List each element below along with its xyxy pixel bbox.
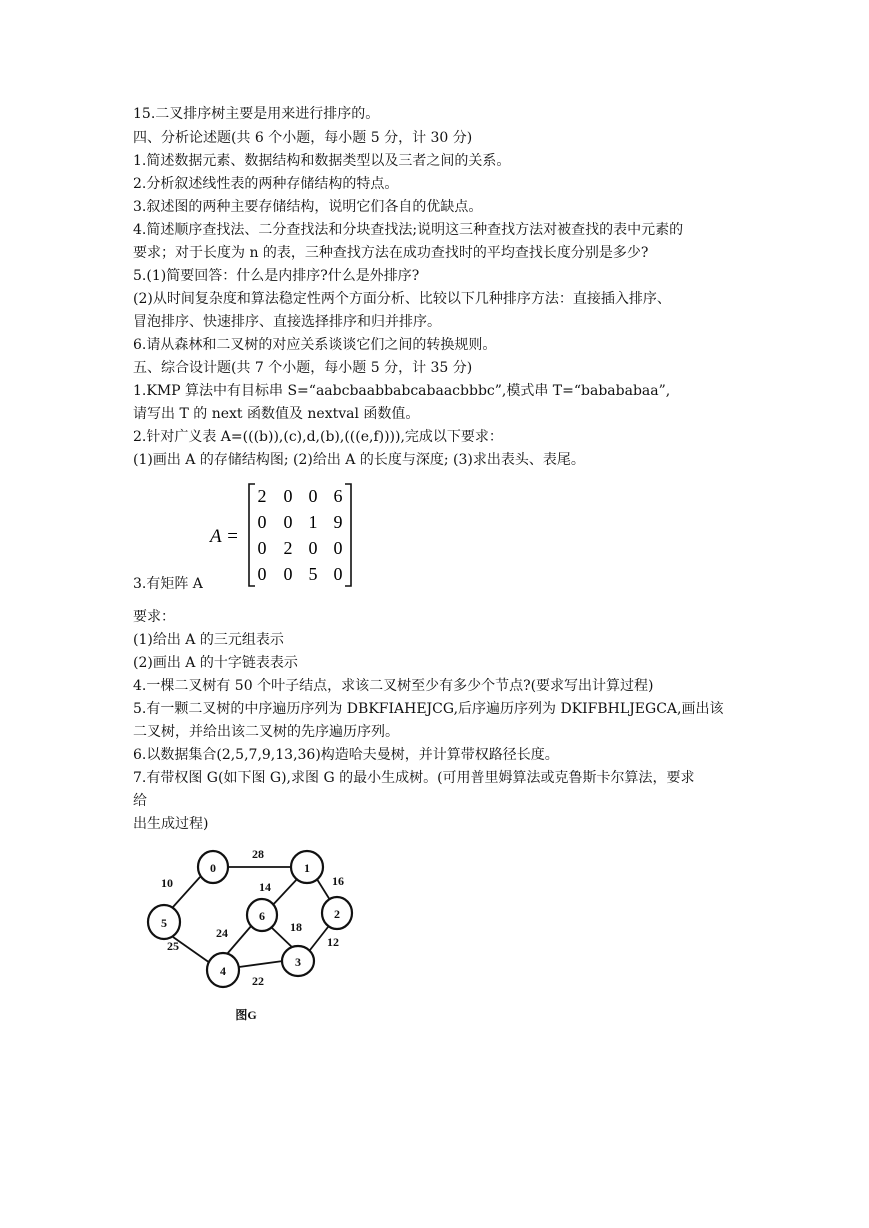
matrix-cell: 2 (283, 538, 293, 558)
text-line: 15.二叉排序树主要是用来进行排序的。 (133, 106, 380, 122)
text-line: 4.简述顺序查找法、二分查找法和分块查找法;说明这三种查找方法对被查找的表中元素的 (133, 222, 684, 238)
text-line: (1)给出 A 的三元组表示 (133, 632, 284, 648)
matrix-cell: 9 (333, 512, 343, 532)
text-line: 4.一棵二叉树有 50 个叶子结点，求该二叉树至少有多少个节点?(要求写出计算过程) (133, 678, 654, 694)
matrix-cell: 0 (333, 564, 343, 584)
matrix-cell: 0 (257, 564, 267, 584)
matrix-left-bracket (249, 484, 255, 586)
graph-caption: 图G (235, 1008, 257, 1022)
edge-weight: 14 (259, 880, 271, 894)
matrix-cell: 0 (283, 564, 293, 584)
node-label: 5 (161, 916, 167, 930)
edge-weight: 28 (252, 847, 264, 861)
edge-weight: 12 (327, 935, 339, 949)
matrix-cell: 2 (257, 486, 267, 506)
text-line: 四、分析论述题(共 6 个小题，每小题 5 分，计 30 分) (133, 130, 473, 146)
text-line: 要求： (133, 609, 175, 625)
edge-weight: 24 (216, 926, 228, 940)
matrix-cell: 6 (333, 486, 343, 506)
graph-nodes (148, 851, 352, 987)
text-line: 2.分析叙述线性表的两种存储结构的特点。 (133, 176, 399, 192)
edge-0-5 (173, 877, 200, 907)
edge-1-6 (270, 877, 299, 908)
text-line: 7.有带权图 G(如下图 G),求图 G 的最小生成树。(可用普里姆算法或克鲁斯卡尔算法，要求 (133, 770, 695, 786)
text-line: 给 (133, 793, 147, 809)
edge-weight: 18 (290, 920, 302, 934)
text-line: 冒泡排序、快速排序、直接选择排序和归并排序。 (133, 314, 441, 330)
text-line: (1)画出 A 的存储结构图; (2)给出 A 的长度与深度; (3)求出表头、表尾。 (133, 452, 585, 468)
edge-weight: 10 (161, 876, 173, 890)
matrix-cell: 0 (283, 512, 293, 532)
text-line: 五、综合设计题(共 7 个小题，每小题 5 分，计 35 分) (133, 360, 473, 376)
text-line: 5.有一颗二叉树的中序遍历序列为 DBKFIAHEJCG,后序遍历序列为 DKIFBHLJEGCA,画出该 (133, 701, 724, 717)
matrix-cell: 0 (283, 486, 293, 506)
edge-weight: 16 (332, 874, 344, 888)
matrix-right-bracket (345, 484, 351, 586)
text-line: (2)画出 A 的十字链表表示 (133, 655, 298, 671)
text-line: 出生成过程) (133, 816, 209, 832)
text-line: 6.以数据集合(2,5,7,9,13,36)构造哈夫曼树，并计算带权路径长度。 (133, 747, 559, 763)
edge-2-3 (310, 927, 328, 950)
node-label: 4 (220, 964, 226, 978)
matrix-figure (205, 480, 365, 590)
text-line: 3.叙述图的两种主要存储结构，说明它们各自的优缺点。 (133, 199, 483, 215)
node-label: 1 (304, 861, 310, 875)
matrix-cell: 5 (308, 564, 318, 584)
matrix-cell: 0 (308, 486, 318, 506)
matrix-cell: 0 (333, 538, 343, 558)
matrix-cell: 0 (308, 538, 318, 558)
matrix-cell: 0 (257, 512, 267, 532)
matrix-question-label: 3.有矩阵 A (133, 576, 203, 592)
text-line: 二叉树，并给出该二叉树的先序遍历序列。 (133, 724, 399, 740)
edge-weight: 22 (252, 974, 264, 988)
matrix-name: A = (210, 526, 239, 547)
text-line: 6.请从森林和二叉树的对应关系谈谈它们之间的转换规则。 (133, 337, 497, 353)
node-label: 0 (210, 861, 216, 875)
matrix-cell: 1 (308, 512, 318, 532)
text-line: 1.KMP 算法中有目标串 S=“aabcbaabbabcabaacbbbc”,模式串 T=“babababaa”, (133, 383, 671, 399)
text-line: 要求；对于长度为 n 的表，三种查找方法在成功查找时的平均查找长度分别是多少? (133, 245, 649, 261)
text-line: 5.(1)简要回答：什么是内排序?什么是外排序? (133, 268, 420, 284)
node-label: 6 (259, 909, 265, 923)
node-label: 2 (334, 907, 340, 921)
edge-3-4 (239, 961, 283, 967)
text-line: 1.简述数据元素、数据结构和数据类型以及三者之间的关系。 (133, 153, 511, 169)
text-line: 请写出 T 的 next 函数值及 nextval 函数值。 (133, 406, 420, 422)
node-label: 3 (295, 955, 301, 969)
edge-weight: 25 (167, 939, 179, 953)
edge-4-6 (227, 925, 252, 954)
graph-figure (140, 843, 370, 1028)
text-line: (2)从时间复杂度和算法稳定性两个方面分析、比较以下几种排序方法：直接插入排序、 (133, 291, 671, 307)
text-line: 2.针对广义表 A=(((b)),(c),d,(b),(((e,f)))),完成以下要求： (133, 429, 503, 445)
matrix-cell: 0 (257, 538, 267, 558)
